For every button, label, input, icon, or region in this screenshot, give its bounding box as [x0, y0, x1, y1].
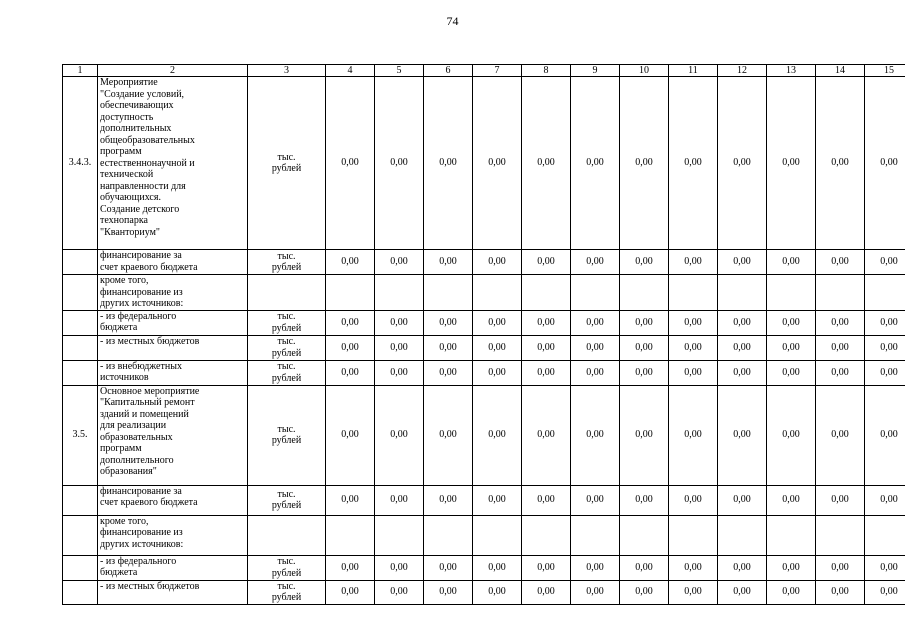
value-cell: 0,00 [620, 310, 669, 335]
row-description: Основное мероприятие "Капитальный ремонт зданий и помещений для реализации образовательных программ дополнительного образования" [98, 385, 248, 485]
row-number [63, 555, 98, 580]
row-number [63, 335, 98, 360]
value-cell: 0,00 [522, 310, 571, 335]
value-cell [767, 515, 816, 555]
value-cell: 0,00 [718, 310, 767, 335]
value-cell: 0,00 [865, 77, 905, 250]
value-cell: 0,00 [767, 250, 816, 275]
row-unit: тыс. рублей [248, 485, 326, 515]
row-description: финансирование за счет краевого бюджета [98, 250, 248, 275]
value-cell [424, 515, 473, 555]
value-cell: 0,00 [326, 485, 375, 515]
value-cell: 0,00 [718, 385, 767, 485]
value-cell [620, 275, 669, 311]
value-cell [669, 275, 718, 311]
row-description: кроме того, финансирование из других источников: [98, 515, 248, 555]
value-cell: 0,00 [522, 250, 571, 275]
value-cell: 0,00 [816, 335, 865, 360]
value-cell: 0,00 [375, 485, 424, 515]
header-cell: 10 [620, 65, 669, 77]
value-cell: 0,00 [669, 250, 718, 275]
value-cell: 0,00 [424, 77, 473, 250]
header-cell: 12 [718, 65, 767, 77]
value-cell: 0,00 [718, 555, 767, 580]
value-cell: 0,00 [473, 555, 522, 580]
value-cell: 0,00 [669, 310, 718, 335]
value-cell: 0,00 [473, 335, 522, 360]
table-body [63, 65, 905, 605]
header-cell: 13 [767, 65, 816, 77]
value-cell: 0,00 [522, 485, 571, 515]
header-cell: 6 [424, 65, 473, 77]
row-description: - из федерального бюджета [98, 310, 248, 335]
value-cell: 0,00 [767, 310, 816, 335]
row-description: Мероприятие "Создание условий, обеспечивающих доступность дополнительных общеобразовательных программ естественнонаучной и технической направленности для обучающихся. Создание детского технопарка "Кванториум" [98, 77, 248, 250]
value-cell: 0,00 [522, 385, 571, 485]
header-cell: 15 [865, 65, 905, 77]
row-number [63, 275, 98, 311]
value-cell: 0,00 [718, 250, 767, 275]
value-cell: 0,00 [865, 250, 905, 275]
value-cell [326, 515, 375, 555]
value-cell: 0,00 [865, 310, 905, 335]
table-row [63, 385, 905, 485]
value-cell: 0,00 [669, 580, 718, 604]
value-cell: 0,00 [865, 485, 905, 515]
value-cell: 0,00 [375, 335, 424, 360]
value-cell: 0,00 [326, 335, 375, 360]
value-cell: 0,00 [473, 580, 522, 604]
value-cell [473, 515, 522, 555]
row-unit: тыс. рублей [248, 360, 326, 385]
row-number [63, 310, 98, 335]
value-cell [326, 275, 375, 311]
value-cell: 0,00 [620, 250, 669, 275]
value-cell: 0,00 [865, 335, 905, 360]
value-cell: 0,00 [473, 250, 522, 275]
value-cell: 0,00 [718, 335, 767, 360]
row-description: кроме того, финансирование из других источников: [98, 275, 248, 311]
header-cell: 9 [571, 65, 620, 77]
value-cell: 0,00 [816, 250, 865, 275]
value-cell: 0,00 [767, 580, 816, 604]
value-cell: 0,00 [375, 310, 424, 335]
value-cell: 0,00 [473, 77, 522, 250]
value-cell: 0,00 [326, 385, 375, 485]
value-cell: 0,00 [522, 360, 571, 385]
row-unit: тыс. рублей [248, 335, 326, 360]
value-cell [669, 515, 718, 555]
value-cell: 0,00 [816, 555, 865, 580]
value-cell: 0,00 [767, 485, 816, 515]
value-cell: 0,00 [669, 360, 718, 385]
table-row [63, 360, 905, 385]
value-cell: 0,00 [620, 485, 669, 515]
value-cell: 0,00 [375, 580, 424, 604]
value-cell [620, 515, 669, 555]
value-cell: 0,00 [620, 385, 669, 485]
row-description: - из внебюджетных источников [98, 360, 248, 385]
value-cell: 0,00 [473, 485, 522, 515]
row-number [63, 250, 98, 275]
header-cell: 3 [248, 65, 326, 77]
value-cell: 0,00 [669, 555, 718, 580]
row-unit: тыс. рублей [248, 580, 326, 604]
value-cell: 0,00 [718, 77, 767, 250]
row-unit: тыс. рублей [248, 385, 326, 485]
value-cell: 0,00 [424, 310, 473, 335]
value-cell [571, 515, 620, 555]
value-cell: 0,00 [326, 580, 375, 604]
value-cell: 0,00 [571, 310, 620, 335]
value-cell [718, 515, 767, 555]
value-cell [865, 275, 905, 311]
value-cell: 0,00 [767, 77, 816, 250]
value-cell: 0,00 [620, 555, 669, 580]
value-cell: 0,00 [571, 555, 620, 580]
header-row [63, 65, 905, 77]
table-row [63, 275, 905, 311]
value-cell: 0,00 [473, 385, 522, 485]
value-cell: 0,00 [424, 360, 473, 385]
value-cell: 0,00 [326, 310, 375, 335]
value-cell: 0,00 [424, 335, 473, 360]
row-number [63, 515, 98, 555]
value-cell: 0,00 [424, 555, 473, 580]
value-cell: 0,00 [816, 580, 865, 604]
value-cell: 0,00 [816, 385, 865, 485]
value-cell [522, 515, 571, 555]
value-cell: 0,00 [375, 385, 424, 485]
value-cell: 0,00 [718, 360, 767, 385]
value-cell: 0,00 [865, 555, 905, 580]
value-cell: 0,00 [326, 77, 375, 250]
value-cell: 0,00 [326, 360, 375, 385]
value-cell: 0,00 [424, 385, 473, 485]
value-cell: 0,00 [375, 77, 424, 250]
row-unit: тыс. рублей [248, 250, 326, 275]
value-cell: 0,00 [375, 250, 424, 275]
value-cell: 0,00 [669, 77, 718, 250]
value-cell: 0,00 [522, 335, 571, 360]
row-number: 3.4.3. [63, 77, 98, 250]
header-cell: 4 [326, 65, 375, 77]
value-cell: 0,00 [718, 485, 767, 515]
value-cell: 0,00 [669, 385, 718, 485]
header-cell: 14 [816, 65, 865, 77]
value-cell: 0,00 [522, 77, 571, 250]
row-unit [248, 275, 326, 311]
value-cell: 0,00 [767, 360, 816, 385]
value-cell: 0,00 [816, 485, 865, 515]
row-number: 3.5. [63, 385, 98, 485]
value-cell [375, 275, 424, 311]
value-cell: 0,00 [620, 77, 669, 250]
value-cell: 0,00 [816, 360, 865, 385]
row-unit [248, 515, 326, 555]
table-row [63, 335, 905, 360]
value-cell: 0,00 [669, 485, 718, 515]
value-cell: 0,00 [865, 580, 905, 604]
budget-table [62, 64, 905, 605]
row-number [63, 580, 98, 604]
value-cell: 0,00 [522, 555, 571, 580]
value-cell: 0,00 [669, 335, 718, 360]
value-cell [522, 275, 571, 311]
value-cell [473, 275, 522, 311]
value-cell: 0,00 [326, 250, 375, 275]
value-cell: 0,00 [375, 555, 424, 580]
value-cell: 0,00 [473, 310, 522, 335]
value-cell: 0,00 [571, 485, 620, 515]
row-unit: тыс. рублей [248, 555, 326, 580]
value-cell: 0,00 [375, 360, 424, 385]
table-row [63, 580, 905, 604]
value-cell: 0,00 [767, 335, 816, 360]
value-cell: 0,00 [473, 360, 522, 385]
table-row [63, 515, 905, 555]
row-unit: тыс. рублей [248, 77, 326, 250]
header-cell: 2 [98, 65, 248, 77]
row-description: - из федерального бюджета [98, 555, 248, 580]
value-cell [718, 275, 767, 311]
value-cell: 0,00 [767, 555, 816, 580]
row-description: - из местных бюджетов [98, 335, 248, 360]
value-cell: 0,00 [718, 580, 767, 604]
value-cell: 0,00 [424, 250, 473, 275]
value-cell: 0,00 [865, 360, 905, 385]
header-cell: 5 [375, 65, 424, 77]
value-cell [816, 275, 865, 311]
row-number [63, 360, 98, 385]
value-cell: 0,00 [620, 580, 669, 604]
value-cell: 0,00 [571, 77, 620, 250]
value-cell: 0,00 [571, 250, 620, 275]
row-unit: тыс. рублей [248, 310, 326, 335]
table-row [63, 485, 905, 515]
value-cell: 0,00 [767, 385, 816, 485]
header-cell: 1 [63, 65, 98, 77]
value-cell: 0,00 [326, 555, 375, 580]
value-cell: 0,00 [571, 580, 620, 604]
value-cell: 0,00 [424, 485, 473, 515]
header-cell: 7 [473, 65, 522, 77]
header-cell: 8 [522, 65, 571, 77]
value-cell [571, 275, 620, 311]
table-row [63, 555, 905, 580]
value-cell [816, 515, 865, 555]
value-cell: 0,00 [865, 385, 905, 485]
value-cell [767, 275, 816, 311]
value-cell: 0,00 [571, 335, 620, 360]
table-row [63, 310, 905, 335]
value-cell: 0,00 [620, 360, 669, 385]
table-row [63, 77, 905, 250]
value-cell: 0,00 [620, 335, 669, 360]
value-cell: 0,00 [522, 580, 571, 604]
value-cell [424, 275, 473, 311]
value-cell: 0,00 [571, 360, 620, 385]
table-row [63, 250, 905, 275]
value-cell: 0,00 [816, 77, 865, 250]
row-description: финансирование за счет краевого бюджета [98, 485, 248, 515]
header-cell: 11 [669, 65, 718, 77]
value-cell: 0,00 [816, 310, 865, 335]
row-number [63, 485, 98, 515]
row-description: - из местных бюджетов [98, 580, 248, 604]
page-number: 74 [446, 14, 459, 28]
value-cell [865, 515, 905, 555]
value-cell: 0,00 [571, 385, 620, 485]
value-cell: 0,00 [424, 580, 473, 604]
value-cell [375, 515, 424, 555]
